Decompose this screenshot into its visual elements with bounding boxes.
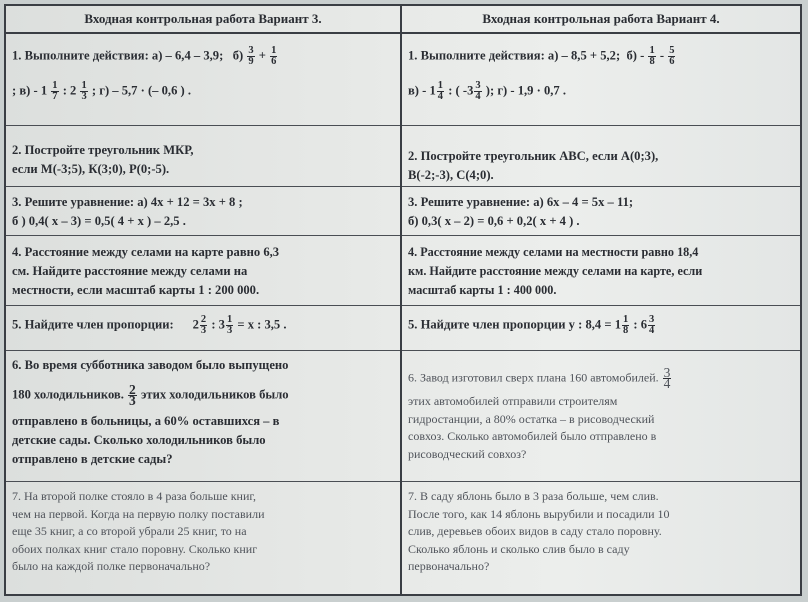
fraction: $\frac{1}{7}$	[52, 81, 58, 102]
task-3-cell: 3. Решите уравнение: а) 4х + 12 = 3х + 8 ; б ) 0,4( х – 3) = 0,5( 4 + х ) – 2,5 .	[6, 188, 400, 236]
fraction: $\frac{1}{3}$	[81, 81, 87, 102]
task-1a-text: 1. Выполните действия: а) – 6,4 – 3,9;	[12, 48, 224, 63]
task-5-cell: 5. Найдите член пропорции у : 8,4 = 1 $\frac{1}{8}$ : 6 $\frac{3}{4}$	[402, 307, 800, 351]
task-3-cell: 3. Решите уравнение: а) 6х – 4 = 5х – 11; б) 0,3( х – 2) = 0,6 + 0,2( х + 4 ) .	[402, 188, 800, 236]
task-1b-label: б)	[232, 48, 244, 63]
task-2-cell: 2. Постройте треугольник МКР, если М(-3;5), К(3;0), Р(0;-5).	[6, 127, 400, 187]
variant-3-column	[6, 6, 402, 594]
fraction: $\frac{3}{9}$	[248, 46, 254, 67]
worksheet-table	[4, 4, 802, 596]
task-1-cell: 1. Выполните действия: а) – 8,5 + 5,2; б) - $\frac{1}{8}$ - $\frac{5}{6}$ в) - 1 $\frac{1}{4}$ : ( -3 $\frac{3}{4}$ ); г) - 1,9 · 0,7 .	[402, 34, 800, 126]
task-1-cell: 1. Выполните действия: а) – 6,4 – 3,9; б) $\frac{3}{9}$ + $\frac{1}{6}$ ; в) - 1 $\frac{1}{7}$ : 2 $\frac{1}{3}$ ; г) – 5,7 · (– 0,6 ) .	[6, 34, 400, 126]
fraction: $\frac{3}{4}$	[649, 315, 655, 336]
task-5-cell: 5. Найдите член пропорции: 2 $\frac{2}{3}$ : 3 $\frac{1}{3}$ = х : 3,5 .	[6, 307, 400, 351]
fraction: $\frac{2}{3}$	[200, 315, 207, 336]
fraction: $\frac{2}{3}$	[129, 385, 136, 406]
fraction: $\frac{3}{4}$	[475, 81, 481, 102]
task-2-cell: 2. Постройте треугольник АВС, если А(0;3), В(-2;-3), С(4;0).	[402, 127, 800, 187]
task-6-cell: 6. Во время субботника заводом было выпущено 180 холодильников. $\frac{2}{3}$ этих холодильников было отправлено в больницы, а 60% оставшихся – в детские сады. Сколько холодильников было отправлено в детские сады?	[6, 352, 400, 482]
fraction: $\frac{3}{4}$	[663, 368, 671, 389]
fraction: $\frac{1}{8}$	[623, 315, 629, 336]
task-1g-text: ; г) – 5,7 · (– 0,6 ) .	[91, 83, 191, 98]
task-7-cell: 7. На второй полке стояло в 4 раза больше книг, чем на первой. Когда на первую полку поставили еще 35 книг, а со второй убрали 25 книг, то на обоих полках книг стало поровну. Сколько книг было на каждой полке первоначально?	[12, 489, 265, 573]
task-7-cell: 7. В саду яблонь было в 3 раза больше, чем слив. После того, как 14 яблонь вырубили и посадили 10 слив, деревьев обоих видов в саду стало поровну. Сколько яблонь и сколько слив было в саду первоначально?	[408, 489, 670, 573]
variant-3-title: Входная контрольная работа Вариант 3.	[6, 6, 400, 34]
variant-4-title: Входная контрольная работа Вариант 4.	[402, 6, 800, 34]
fraction: $\frac{1}{4}$	[437, 81, 444, 102]
fraction: $\frac{5}{6}$	[669, 46, 675, 67]
fraction: $\frac{1}{6}$	[271, 46, 277, 67]
variant-4-column	[402, 6, 800, 594]
task-4-cell: 4. Расстояние между селами на местности равно 18,4 км. Найдите расстояние между селами на карте, если масштаб карты 1 : 400 000.	[402, 237, 800, 306]
fraction: $\frac{1}{3}$	[226, 315, 233, 336]
task-4-cell: 4. Расстояние между селами на карте равно 6,3 см. Найдите расстояние между селами на местности, если масштаб карты 1 : 200 000.	[6, 237, 400, 306]
task-6-cell: 6. Завод изготовил сверх плана 160 автомобилей. $\frac{3}{4}$ этих автомобилей отправили строителям гидростанции, а 80% остатка – в рисоводческий совхоз. Сколько автомобилей было отправлено в рисоводческий совхоз?	[402, 352, 800, 482]
fraction: $\frac{1}{8}$	[649, 46, 655, 67]
